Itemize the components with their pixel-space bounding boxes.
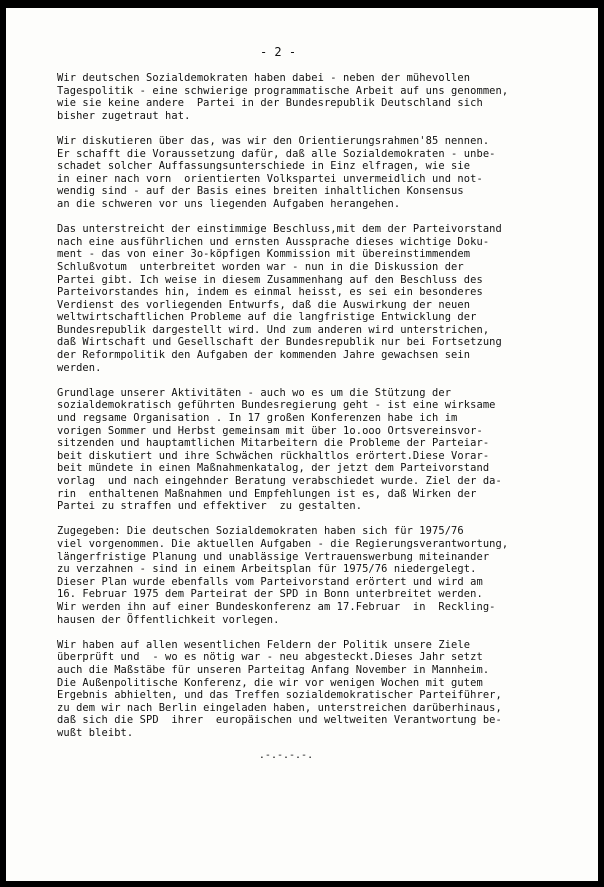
text-line: in einer nach vorn orientierten Volkspartei unvermeidlich und not- (57, 172, 483, 185)
paragraph (57, 639, 587, 740)
text-line: Partei gibt. Ich weise in diesem Zusammenhang auf den Beschluss des (57, 273, 483, 286)
paragraph (57, 387, 587, 513)
text-line: Er schafft die Voraussetzung dafür, daß alle Sozialdemokraten - unbe- (57, 147, 496, 160)
text-line: beit mündete in einen Maßnahmenkatalog, der jetzt dem Parteivorstand (57, 462, 490, 475)
text-line: rin enthaltenen Maßnahmen und Empfehlungen ist es, daß Wirken der (57, 487, 477, 500)
text-line: zu dem wir nach Berlin eingeladen haben, unterstreichen darüberhinaus, (57, 701, 502, 714)
text-line: Die Außenpolitische Konferenz, die wir vor wenigen Wochen mit gutem (57, 676, 483, 689)
text-line: ment - das von einer 3o-köpfigen Kommission mit übereinstimmendem (57, 248, 471, 261)
text-line: beit diskutiert und ihre Schwächen rückhaltlos erörtert.Diese Vorar- (57, 449, 490, 462)
text-line: Tagespolitik - eine schwierige programmatische Arbeit auf uns genommen, (57, 84, 509, 97)
text-line: daß Wirtschaft und Gesellschaft der Bundesrepublik nur bei Fortsetzung (57, 336, 502, 349)
text-line: Wir deutschen Sozialdemokraten haben dabei - neben der mühevollen (57, 72, 471, 84)
text-line: Wir haben auf allen wesentlichen Feldern der Politik unsere Ziele (57, 638, 471, 651)
text-line: viel vorgenommen. Die aktuellen Aufgaben - die Regierungsverantwortung, (57, 537, 509, 550)
paragraph (57, 525, 587, 626)
text-line: Das unterstreicht der einstimmige Beschluss,mit dem der Parteivorstand (57, 223, 502, 236)
text-line: vorlag und nach eingehnder Beratung verabschiedet wurde. Ziel der da- (57, 475, 502, 487)
paragraph (57, 223, 587, 374)
text-line: Grundlage unserer Aktivitäten - auch wo es um die Stützung der (57, 386, 452, 399)
document-page (6, 8, 598, 881)
text-line: überprüft und - wo es nötig war - neu abgesteckt.Dieses Jahr setzt (57, 651, 483, 664)
text-line: vorigen Sommer und Herbst gemeinsam mit über 1o.ooo Ortsvereinsvor- (57, 424, 483, 437)
text-line: der Reformpolitik den Aufgaben der kommenden Jahre gewachsen sein (57, 349, 471, 362)
text-line: sitzenden und hauptamtlichen Mitarbeitern die Probleme der Parteiar- (57, 437, 490, 450)
text-line: daß sich die SPD ihrer europäischen und weltweiten Verantwortung be- (57, 714, 502, 727)
text-line: Wir diskutieren über das, was wir den Orientierungsrahmen'85 nennen. (57, 134, 490, 147)
paragraph (57, 72, 587, 122)
text-line: wendig sind - auf der Basis eines breiten inhaltlichen Konsensus (57, 185, 464, 198)
text-line: hausen der Öffentlichkeit vorlegen. (57, 613, 280, 626)
closing-mark: .-.-.-.-. (258, 750, 314, 761)
text-line: wußt bleibt. (57, 726, 134, 739)
text-line: Wir werden ihn auf einer Bundeskonferenz am 17.Februar in Reckling- (57, 600, 496, 613)
text-line: wie sie keine andere Partei in der Bundesrepublik Deutschland sich (57, 97, 483, 110)
page-number: - 2 - (259, 45, 297, 59)
text-line: Verdienst des vorliegenden Entwurfs, daß die Auswirkung der neuen (57, 298, 471, 311)
text-line: Parteivorstandes hin, indem es einmal heisst, es sei ein besonderes (57, 286, 483, 299)
text-line: an die schweren vor uns liegenden Aufgaben herangehen. (57, 197, 401, 210)
body-text (57, 72, 587, 752)
text-line: und regsame Organisation . In 17 großen Konferenzen habe ich im (57, 412, 458, 425)
text-line: Bundesrepublik dargestellt wird. Und zum anderen wird unterstrichen, (57, 323, 490, 336)
text-line: Partei zu straffen und effektiver zu gestalten. (57, 500, 363, 513)
text-line: schadet solcher Auffassungsunterschiede in Einz elfragen, wie sie (57, 160, 471, 173)
text-line: sozialdemokratisch geführten Bundesregierung geht - ist eine wirksame (57, 399, 496, 412)
text-line: Schlußvotum unterbreitet worden war - nun in die Diskussion der (57, 260, 464, 273)
text-line: auch die Maßstäbe für unseren Parteitag Anfang November in Mannheim. (57, 663, 490, 676)
text-line: Ergebnis abhielten, und das Treffen sozialdemokratischer Parteiführer, (57, 689, 502, 702)
text-line: längerfristige Planung und unablässige Vertrauenswerbung miteinander (57, 550, 490, 563)
text-line: zu verzahnen - sind in einem Arbeitsplan für 1975/76 niedergelegt. (57, 563, 477, 576)
text-line: nach eine ausführlichen und ernsten Aussprache dieses wichtige Doku- (57, 235, 490, 248)
text-line: bisher zugetraut hat. (57, 109, 191, 122)
text-line: Dieser Plan wurde ebenfalls vom Parteivorstand erörtert und wird am (57, 575, 483, 588)
text-line: weltwirtschaftlichen Probleme auf die langfristige Entwicklung der (57, 311, 477, 324)
paragraph (57, 135, 587, 211)
text-line: werden. (57, 361, 102, 374)
text-line: 16. Februar 1975 dem Parteirat der SPD in Bonn unterbreitet werden. (57, 588, 483, 601)
text-line: Zugegeben: Die deutschen Sozialdemokraten haben sich für 1975/76 (57, 525, 464, 538)
